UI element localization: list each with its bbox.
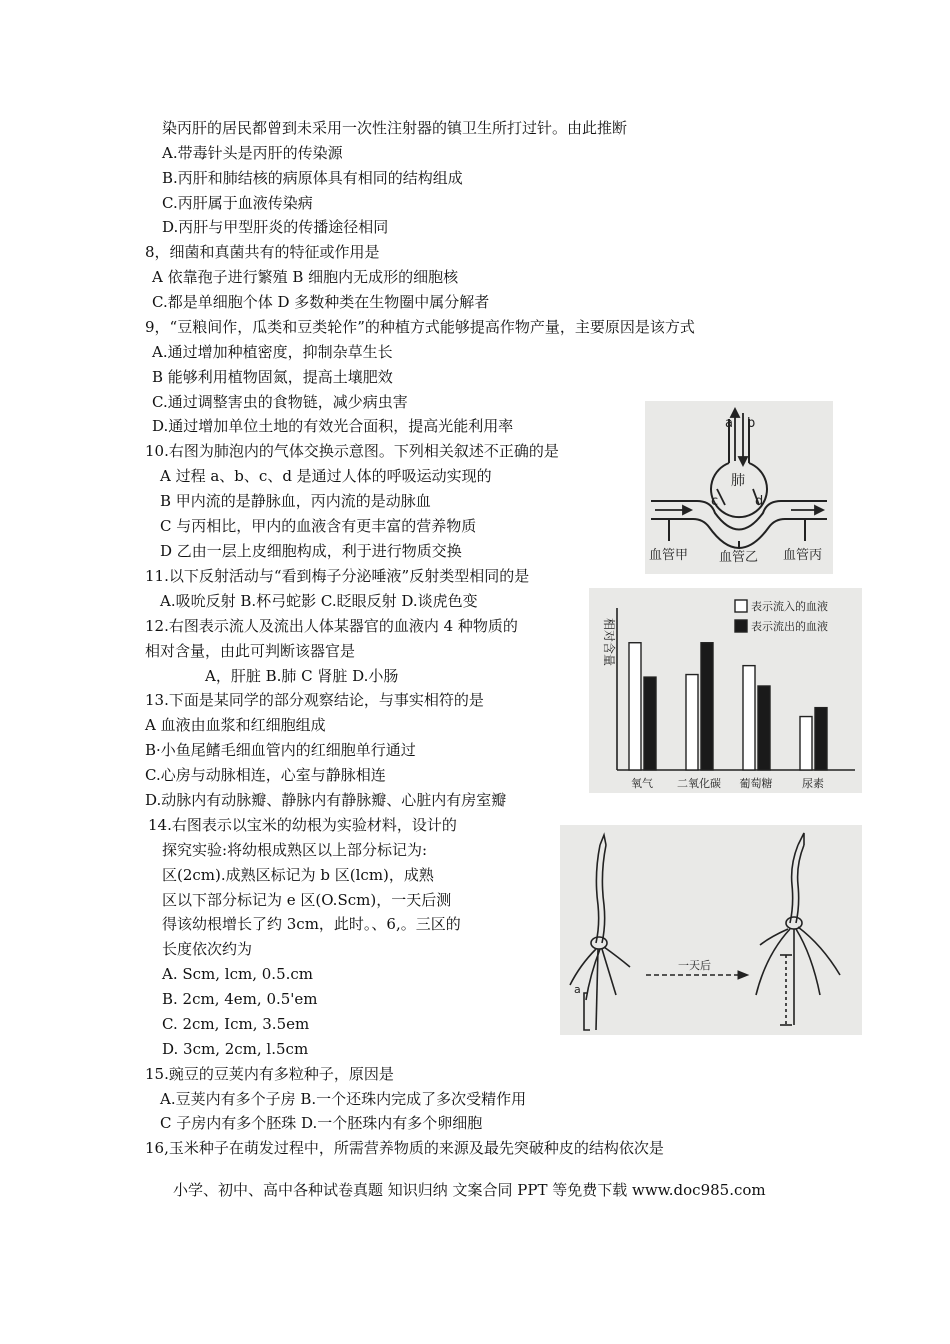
question-12-cont: 相对含量，由此可判断该器官是: [145, 642, 356, 660]
chart-bar: [758, 686, 770, 770]
question-13: 13.下面是某同学的部分观察结论，与事实相符的是: [145, 691, 484, 709]
option-d: D.通过增加单位土地的有效光合面积，提高光能利用率: [152, 417, 514, 435]
legend-in-label: 表示流入的血液: [751, 600, 828, 613]
text-line: 染丙肝的居民都曾到未采用一次性注射器的镇卫生所打过针。由此推断: [162, 119, 628, 137]
question-12: 12.右图表示流人及流出人体某器官的血液内 4 种物质的: [145, 617, 518, 635]
chart-bar: [644, 677, 656, 770]
chart-x-tick-label: 尿素: [802, 777, 824, 790]
blood-substance-chart: [589, 588, 862, 793]
question-14-cont: 探究实验:将幼根成熟区以上部分标记为:: [162, 841, 428, 859]
label-b: b: [747, 416, 756, 431]
vessel-jia-label: 血管甲: [649, 548, 689, 563]
question-14: 14.右图表示以宝米的幼根为实验材料，设计的: [148, 816, 457, 834]
question-14-cont: 得该幼根增长了约 3cm，此时。、6,。三区的: [162, 915, 461, 933]
legend-swatch-out: [735, 620, 747, 632]
question-14-cont: 长度依次约为: [162, 940, 253, 958]
legend-out-label: 表示流出的血液: [751, 620, 828, 633]
chart-x-tick-label: 葡萄糖: [739, 777, 773, 790]
chart-ylabel: 相对含量: [602, 618, 616, 667]
option-line: C 子房内有多个胚珠 D.一个胚珠内有多个卵细胞: [160, 1114, 483, 1132]
option-a: A.带毒针头是丙肝的传染源: [162, 144, 343, 162]
option-b: B. 2cm, 4em, 0.5'em: [162, 990, 318, 1008]
chart-bar: [701, 643, 713, 770]
chart-bar: [800, 717, 812, 770]
option-c: C. 2cm, Icm, 3.5em: [162, 1015, 310, 1033]
arrow-label: 一天后: [678, 959, 711, 972]
chart-bar: [629, 643, 641, 770]
option-a: A 血液由血浆和红细胞组成: [145, 716, 326, 734]
option-c: C.丙肝属于血液传染病: [162, 194, 313, 212]
option-a: A 过程 a、b、c、d 是通过人体的呼吸运动实现的: [160, 467, 492, 485]
chart-bar: [815, 708, 827, 770]
label-a: a: [725, 416, 733, 431]
option-a: A.通过增加种植密度，抑制杂草生长: [152, 343, 393, 361]
option-b: B 甲内流的是静脉血，丙内流的是动脉血: [160, 492, 431, 510]
chart-x-tick-label: 二氧化碳: [677, 777, 721, 790]
option-c: C.心房与动脉相连，心室与静脉相连: [145, 766, 386, 784]
question-10: 10.右图为肺泡内的气体交换示意图。下列相关叙述不正确的是: [145, 442, 559, 460]
question-16: 16,玉米种子在萌发过程中，所需营养物质的来源及最先突破种皮的结构依次是: [145, 1139, 664, 1157]
option-a: A. Scm, lcm, 0.5.cm: [162, 965, 314, 983]
options-12: A，肝脏 B.肺 C 肾脏 D.小肠: [205, 667, 399, 685]
vessel-yi-label: 血管乙: [719, 550, 759, 565]
option-c: C.通过调整害虫的食物链，减少病虫害: [152, 393, 408, 411]
option-d: D 乙由一层上皮细胞构成，利于进行物质交换: [160, 542, 462, 560]
page-footer: 小学、初中、高中各种试卷真题 知识归纳 文案合同 PPT 等免费下载 www.doc985.com: [173, 1181, 766, 1199]
vessel-bing-label: 血管丙: [783, 548, 823, 563]
option-b: B.丙肝和肺结核的病原体具有相同的结构组成: [162, 169, 463, 187]
question-14-cont: 区以下部分标记为 e 区(O.Scm)，一天后测: [162, 891, 452, 909]
corn-root-experiment-figure: [560, 825, 862, 1035]
chart-x-tick-label: 氧气: [631, 777, 653, 790]
option-b: B 能够利用植物固氮，提高土壤肥效: [152, 368, 393, 386]
option-c: C 与丙相比，甲内的血液含有更丰富的营养物质: [160, 517, 477, 535]
region-a-label: a: [574, 983, 581, 996]
question-11: 11.以下反射活动与“看到梅子分泌唾液”反射类型相同的是: [145, 567, 530, 585]
legend-swatch-in: [735, 600, 747, 612]
chart-bar: [686, 675, 698, 770]
option-d: D. 3cm, 2cm, l.5cm: [162, 1040, 309, 1058]
option-line: A 依靠孢子进行繁殖 B 细胞内无成形的细胞核: [152, 268, 459, 286]
question-8: 8，细菌和真菌共有的特征或作用是: [145, 243, 380, 261]
option-line: C.都是单细胞个体 D 多数种类在生物圈中属分解者: [152, 293, 490, 311]
question-14-cont: 区(2cm).成熟区标记为 b 区(lcm)，成熟: [162, 866, 434, 884]
lung-gas-exchange-figure: [645, 401, 833, 574]
label-d: d: [755, 494, 764, 509]
options-11: A.吸吮反射 B.杯弓蛇影 C.眨眼反射 D.谈虎色变: [160, 592, 478, 610]
option-b: B·小鱼尾鳍毛细血管内的红细胞单行通过: [145, 741, 416, 759]
chart-bar: [743, 666, 755, 770]
option-line: A.豆荚内有多个子房 B.一个还珠内完成了多次受精作用: [160, 1090, 527, 1108]
option-d: D.动脉内有动脉瓣、静脉内有静脉瓣、心脏内有房室瓣: [145, 791, 507, 809]
option-d: D.丙肝与甲型肝炎的传播途径相同: [162, 218, 389, 236]
label-c: c: [711, 494, 719, 509]
label-lung: 肺: [731, 473, 745, 489]
question-9: 9，“豆粮间作，瓜类和豆类轮作”的种植方式能够提高作物产量，主要原因是该方式: [145, 318, 695, 336]
question-15: 15.豌豆的豆荚内有多粒种子，原因是: [145, 1065, 394, 1083]
